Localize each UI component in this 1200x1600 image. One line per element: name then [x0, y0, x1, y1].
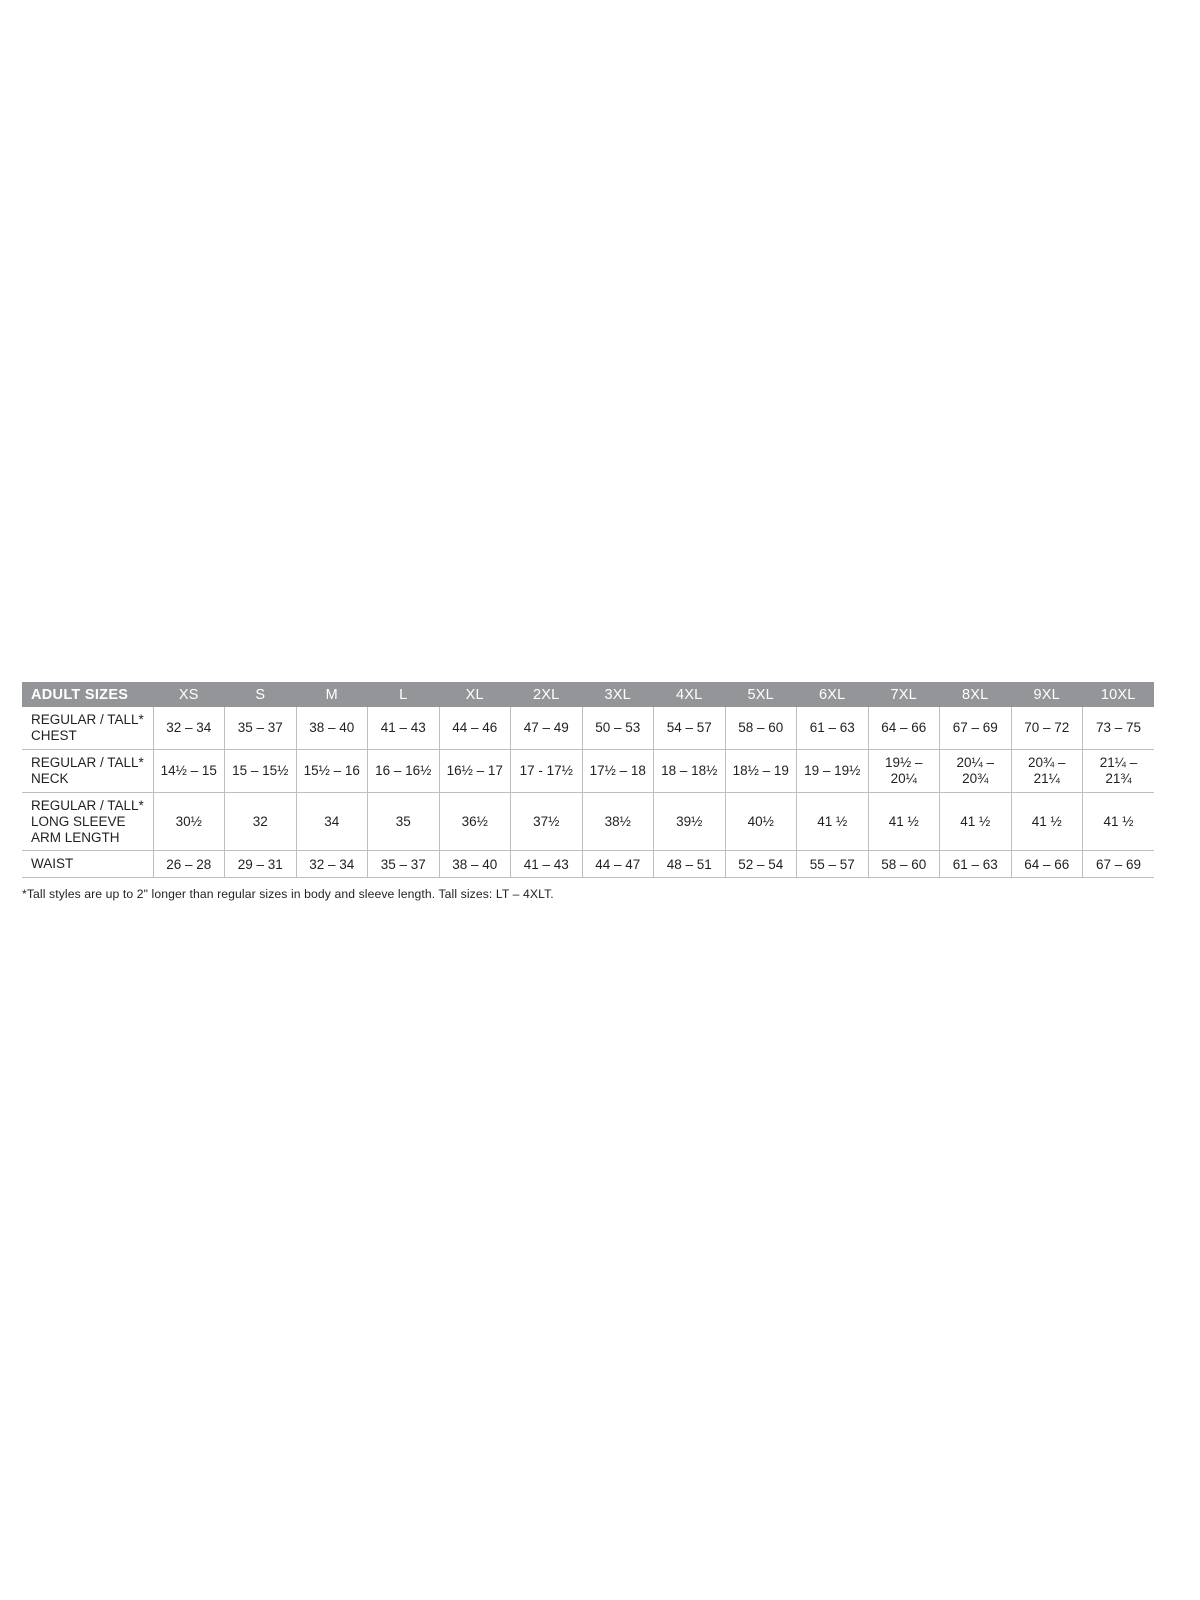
cell-waist-4xl: 48 – 51 [654, 851, 726, 878]
cell-arm-l: 35 [368, 792, 440, 851]
cell-arm-8xl: 41 ½ [940, 792, 1012, 851]
cell-neck-5xl: 18½ – 19 [725, 749, 797, 792]
header-size-10xl: 10XL [1083, 682, 1155, 707]
cell-waist-2xl: 41 – 43 [511, 851, 583, 878]
cell-chest-l: 41 – 43 [368, 707, 440, 749]
cell-chest-xs: 32 – 34 [153, 707, 225, 749]
table-body [22, 707, 1154, 878]
cell-waist-9xl: 64 – 66 [1011, 851, 1083, 878]
row-label-arm-length [22, 792, 153, 851]
size-chart-container [22, 682, 1150, 901]
header-size-8xl: 8XL [940, 682, 1012, 707]
row-label-line: NECK [31, 770, 69, 786]
row-label-line: REGULAR / TALL* [31, 797, 144, 813]
cell-waist-xs: 26 – 28 [153, 851, 225, 878]
cell-neck-7xl: 19½ – 20¼ [868, 749, 940, 792]
cell-waist-10xl: 67 – 69 [1083, 851, 1155, 878]
header-size-l: L [368, 682, 440, 707]
cell-chest-7xl: 64 – 66 [868, 707, 940, 749]
cell-neck-9xl: 20¾ – 21¼ [1011, 749, 1083, 792]
cell-chest-2xl: 47 – 49 [511, 707, 583, 749]
cell-chest-xl: 44 – 46 [439, 707, 511, 749]
cell-neck-2xl: 17 - 17½ [511, 749, 583, 792]
header-adult-sizes: ADULT SIZES [22, 682, 153, 707]
cell-waist-m: 32 – 34 [296, 851, 368, 878]
cell-neck-3xl: 17½ – 18 [582, 749, 654, 792]
row-label-line: CHEST [31, 727, 77, 743]
header-size-xl: XL [439, 682, 511, 707]
row-label-line: WAIST [31, 856, 74, 872]
cell-neck-4xl: 18 – 18½ [654, 749, 726, 792]
cell-neck-8xl: 20¼ – 20¾ [940, 749, 1012, 792]
cell-arm-7xl: 41 ½ [868, 792, 940, 851]
cell-chest-3xl: 50 – 53 [582, 707, 654, 749]
cell-arm-xl: 36½ [439, 792, 511, 851]
cell-neck-l: 16 – 16½ [368, 749, 440, 792]
cell-neck-xl: 16½ – 17 [439, 749, 511, 792]
cell-chest-4xl: 54 – 57 [654, 707, 726, 749]
cell-arm-3xl: 38½ [582, 792, 654, 851]
row-label-chest [22, 707, 153, 749]
adult-sizes-table [22, 682, 1154, 878]
cell-waist-l: 35 – 37 [368, 851, 440, 878]
cell-neck-xs: 14½ – 15 [153, 749, 225, 792]
header-size-3xl: 3XL [582, 682, 654, 707]
header-size-4xl: 4XL [654, 682, 726, 707]
cell-waist-7xl: 58 – 60 [868, 851, 940, 878]
cell-arm-2xl: 37½ [511, 792, 583, 851]
cell-chest-m: 38 – 40 [296, 707, 368, 749]
header-size-m: M [296, 682, 368, 707]
header-size-7xl: 7XL [868, 682, 940, 707]
cell-neck-m: 15½ – 16 [296, 749, 368, 792]
cell-waist-6xl: 55 – 57 [797, 851, 869, 878]
table-row [22, 792, 1154, 851]
cell-arm-xs: 30½ [153, 792, 225, 851]
header-row [22, 682, 1154, 707]
table-row [22, 749, 1154, 792]
header-size-s: S [225, 682, 297, 707]
cell-chest-9xl: 70 – 72 [1011, 707, 1083, 749]
cell-chest-5xl: 58 – 60 [725, 707, 797, 749]
cell-waist-8xl: 61 – 63 [940, 851, 1012, 878]
row-label-line: ARM LENGTH [31, 829, 120, 845]
cell-arm-5xl: 40½ [725, 792, 797, 851]
header-size-2xl: 2XL [511, 682, 583, 707]
cell-arm-9xl: 41 ½ [1011, 792, 1083, 851]
cell-neck-s: 15 – 15½ [225, 749, 297, 792]
cell-chest-s: 35 – 37 [225, 707, 297, 749]
cell-arm-s: 32 [225, 792, 297, 851]
cell-waist-xl: 38 – 40 [439, 851, 511, 878]
cell-neck-10xl: 21¼ – 21¾ [1083, 749, 1155, 792]
cell-chest-8xl: 67 – 69 [940, 707, 1012, 749]
cell-neck-6xl: 19 – 19½ [797, 749, 869, 792]
header-size-9xl: 9XL [1011, 682, 1083, 707]
cell-chest-6xl: 61 – 63 [797, 707, 869, 749]
row-label-neck [22, 749, 153, 792]
row-label-line: REGULAR / TALL* [31, 712, 144, 727]
cell-arm-m: 34 [296, 792, 368, 851]
cell-waist-5xl: 52 – 54 [725, 851, 797, 878]
header-size-xs: XS [153, 682, 225, 707]
cell-waist-3xl: 44 – 47 [582, 851, 654, 878]
cell-chest-10xl: 73 – 75 [1083, 707, 1155, 749]
row-label-line: REGULAR / TALL* [31, 754, 144, 770]
table-row [22, 707, 1154, 749]
table-header [22, 682, 1154, 707]
cell-arm-4xl: 39½ [654, 792, 726, 851]
table-footnote: *Tall styles are up to 2" longer than regular sizes in body and sleeve length. Tall sizes: LT – 4XLT. [22, 887, 554, 902]
row-label-waist [22, 851, 153, 878]
cell-arm-6xl: 41 ½ [797, 792, 869, 851]
table-row [22, 851, 1154, 878]
header-size-6xl: 6XL [797, 682, 869, 707]
cell-waist-s: 29 – 31 [225, 851, 297, 878]
row-label-line: LONG SLEEVE [31, 813, 126, 829]
header-size-5xl: 5XL [725, 682, 797, 707]
cell-arm-10xl: 41 ½ [1083, 792, 1155, 851]
